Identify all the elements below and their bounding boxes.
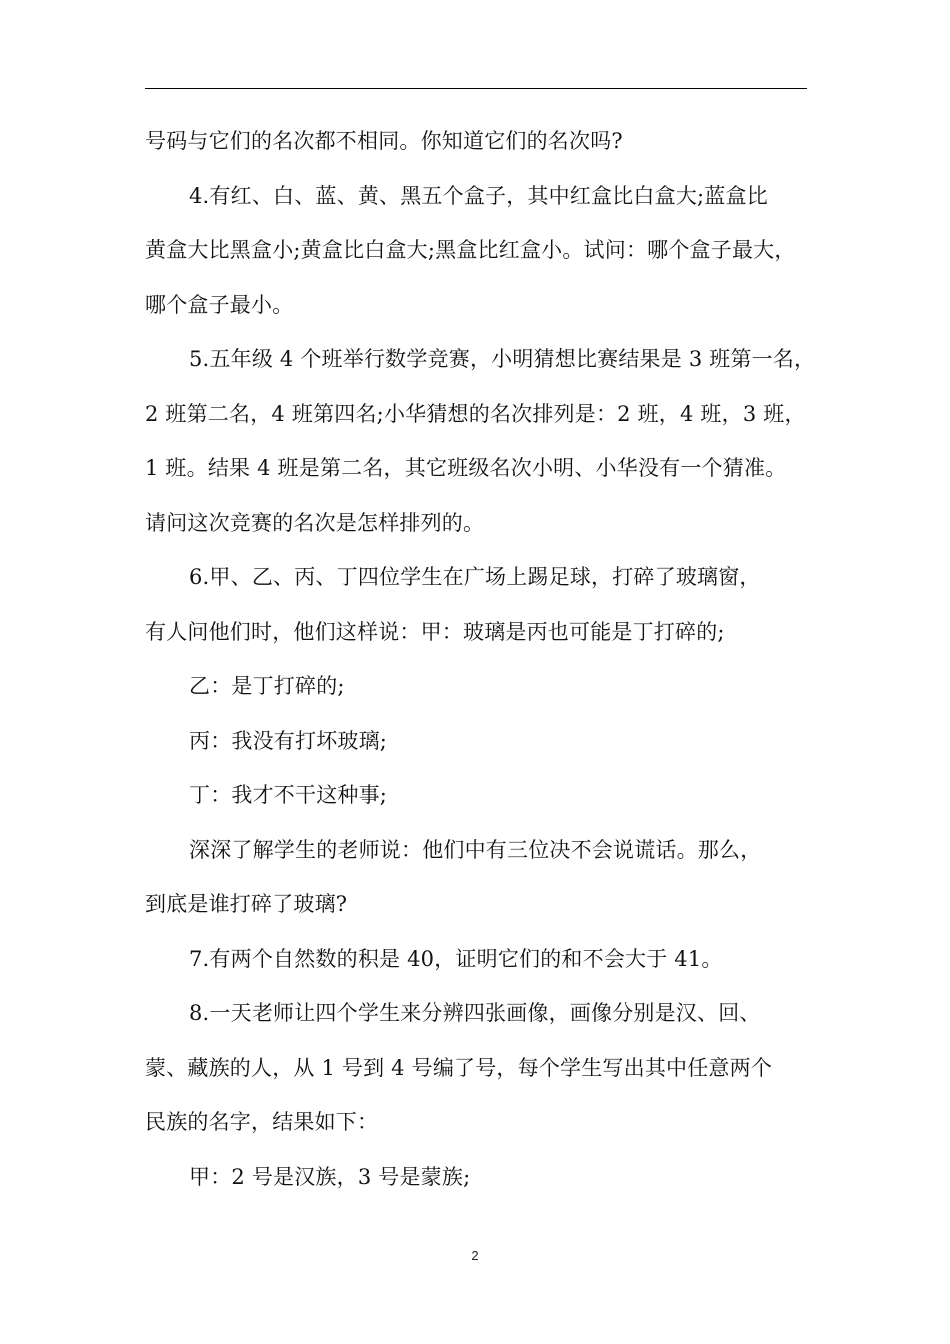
- text-line: 甲：2 号是汉族，3 号是蒙族;: [189, 1164, 471, 1189]
- text-line: 深深了解学生的老师说：他们中有三位决不会说谎话。那么，: [189, 837, 762, 862]
- text-line: 有人问他们时，他们这样说：甲：玻璃是丙也可能是丁打碎的;: [145, 619, 725, 644]
- text-line: 号码与它们的名次都不相同。你知道它们的名次吗?: [145, 129, 623, 153]
- text-line: 4.有红、白、蓝、黄、黑五个盒子，其中红盒比白盒大;蓝盒比: [189, 183, 768, 208]
- text-line: 8.一天老师让四个学生来分辨四张画像，画像分别是汉、回、: [189, 1001, 761, 1025]
- text-line: 乙：是丁打碎的;: [189, 674, 345, 698]
- text-line: 丁：我才不干这种事;: [189, 783, 388, 807]
- text-line: 1 班。结果 4 班是第二名，其它班级名次小明、小华没有一个猜准。: [145, 456, 787, 480]
- text-line: 5.五年级 4 个班举行数学竞赛，小明猜想比赛结果是 3 班第一名，: [189, 347, 816, 371]
- text-line: 到底是谁打碎了玻璃?: [145, 892, 348, 916]
- text-line: 黄盒大比黑盒小;黄盒比白盒大;黑盒比红盒小。试问：哪个盒子最大，: [145, 238, 796, 262]
- text-line: 丙：我没有打坏玻璃;: [189, 728, 388, 753]
- text-line: 6.甲、乙、丙、丁四位学生在广场上踢足球，打碎了玻璃窗，: [189, 565, 761, 589]
- text-line: 民族的名字，结果如下：: [145, 1110, 379, 1134]
- text-line: 蒙、藏族的人，从 1 号到 4 号编了号，每个学生写出其中任意两个: [145, 1055, 773, 1080]
- page-number: 2: [471, 1248, 479, 1263]
- text-line: 请问这次竞赛的名次是怎样排列的。: [145, 510, 485, 535]
- document-body: [145, 118, 820, 1208]
- header-rule: [145, 88, 807, 89]
- text-line: 2 班第二名，4 班第四名;小华猜想的名次排列是：2 班，4 班，3 班，: [145, 401, 806, 426]
- text-line: 7.有两个自然数的积是 40，证明它们的和不会大于 41。: [189, 946, 723, 971]
- text-line: 哪个盒子最小。: [145, 292, 294, 317]
